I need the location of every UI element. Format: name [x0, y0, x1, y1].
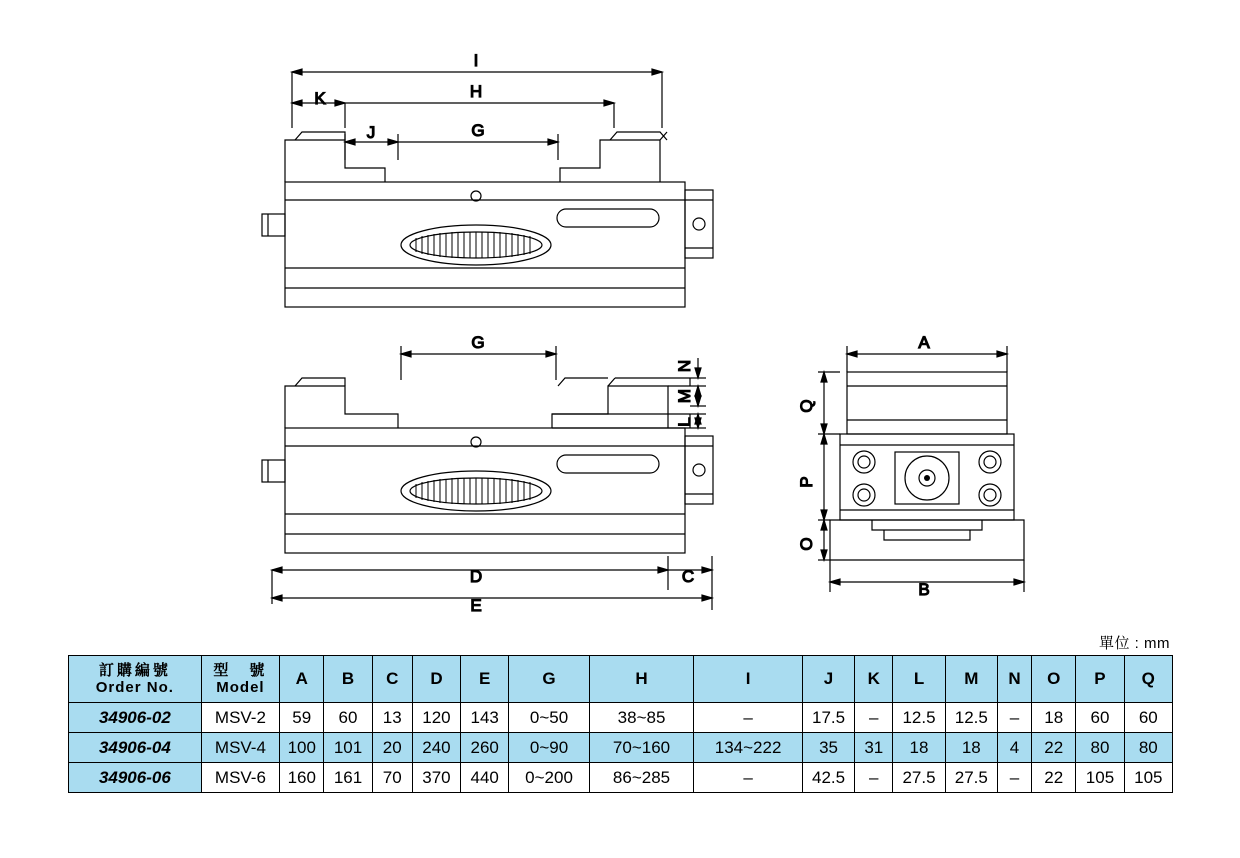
- cell-Q: 80: [1124, 733, 1172, 763]
- header-model: [201, 656, 279, 703]
- cell-J: 17.5: [802, 703, 854, 733]
- cell-order-no: 34906-04: [69, 733, 202, 763]
- cell-O: 22: [1032, 733, 1076, 763]
- header-col-P: P: [1076, 656, 1124, 703]
- dim-label-M: M: [675, 388, 694, 404]
- cell-I: –: [694, 763, 803, 793]
- cell-H: 70~160: [589, 733, 694, 763]
- cell-E: 143: [461, 703, 509, 733]
- header-col-L: L: [893, 656, 945, 703]
- dim-label-K: K: [314, 89, 326, 108]
- dim-label-I: I: [473, 51, 479, 70]
- header-col-B: B: [324, 656, 372, 703]
- dim-label-H: H: [469, 82, 483, 101]
- cell-D: 370: [412, 763, 460, 793]
- header-model-cn: 型 號: [213, 661, 268, 679]
- table-row: [69, 763, 1173, 793]
- cell-M: 18: [945, 733, 997, 763]
- end-view-drawing: [797, 333, 1024, 599]
- cell-L: 12.5: [893, 703, 945, 733]
- cell-G: 0~90: [509, 733, 589, 763]
- header-col-K: K: [855, 656, 893, 703]
- cell-P: 105: [1076, 763, 1124, 793]
- side-view-drawing: [262, 333, 713, 615]
- header-model-en: Model: [216, 679, 265, 696]
- units-note: 單位 : mm: [1099, 635, 1170, 652]
- cell-D: 240: [412, 733, 460, 763]
- cell-B: 60: [324, 703, 372, 733]
- cell-H: 86~285: [589, 763, 694, 793]
- specification-table: [68, 655, 1173, 793]
- top-view-drawing: [262, 51, 713, 307]
- cell-M: 12.5: [945, 703, 997, 733]
- header-col-C: C: [372, 656, 412, 703]
- cell-Q: 105: [1124, 763, 1172, 793]
- header-order-no-en: Order No.: [95, 679, 174, 696]
- cell-B: 101: [324, 733, 372, 763]
- dim-label-P: P: [797, 476, 816, 488]
- cell-C: 13: [372, 703, 412, 733]
- cell-order-no: 34906-02: [69, 703, 202, 733]
- cell-P: 80: [1076, 733, 1124, 763]
- header-col-J: J: [802, 656, 854, 703]
- cell-N: –: [997, 703, 1031, 733]
- cell-model: MSV-2: [201, 703, 279, 733]
- cell-H: 38~85: [589, 703, 694, 733]
- cell-J: 42.5: [802, 763, 854, 793]
- cell-order-no: 34906-06: [69, 763, 202, 793]
- cell-L: 18: [893, 733, 945, 763]
- header-col-H: H: [589, 656, 694, 703]
- dim-label-O: O: [797, 537, 816, 551]
- dim-label-J: J: [366, 123, 376, 142]
- cell-O: 22: [1032, 763, 1076, 793]
- header-col-A: A: [280, 656, 324, 703]
- cell-J: 35: [802, 733, 854, 763]
- dim-label-N: N: [675, 359, 694, 373]
- cell-E: 440: [461, 763, 509, 793]
- header-col-G: G: [509, 656, 589, 703]
- header-col-D: D: [412, 656, 460, 703]
- cell-K: 31: [855, 733, 893, 763]
- header-col-M: M: [945, 656, 997, 703]
- dim-label-D: D: [469, 567, 483, 586]
- cell-C: 20: [372, 733, 412, 763]
- header-order-no: [69, 656, 202, 703]
- cell-L: 27.5: [893, 763, 945, 793]
- dim-label-E: E: [470, 596, 482, 615]
- cell-C: 70: [372, 763, 412, 793]
- cell-model: MSV-4: [201, 733, 279, 763]
- cell-Q: 60: [1124, 703, 1172, 733]
- table-row: [69, 703, 1173, 733]
- dim-label-G-top: G: [471, 121, 485, 140]
- cell-N: 4: [997, 733, 1031, 763]
- dim-label-B: B: [918, 580, 930, 599]
- cell-K: –: [855, 703, 893, 733]
- cell-O: 18: [1032, 703, 1076, 733]
- dim-label-Q: Q: [797, 399, 816, 413]
- cell-N: –: [997, 763, 1031, 793]
- cell-B: 161: [324, 763, 372, 793]
- cell-G: 0~50: [509, 703, 589, 733]
- cell-model: MSV-6: [201, 763, 279, 793]
- header-col-O: O: [1032, 656, 1076, 703]
- cell-I: 134~222: [694, 733, 803, 763]
- cell-A: 100: [280, 733, 324, 763]
- dim-label-A: A: [918, 333, 930, 352]
- dim-label-L: L: [675, 417, 694, 427]
- header-order-no-cn: 訂購編號: [98, 661, 171, 679]
- header-col-I: I: [694, 656, 803, 703]
- header-col-Q: Q: [1124, 656, 1172, 703]
- dim-label-C: C: [681, 567, 695, 586]
- table-row: [69, 733, 1173, 763]
- cell-M: 27.5: [945, 763, 997, 793]
- cell-I: –: [694, 703, 803, 733]
- cell-A: 59: [280, 703, 324, 733]
- cell-P: 60: [1076, 703, 1124, 733]
- cell-E: 260: [461, 733, 509, 763]
- table-header-row: [69, 656, 1173, 703]
- cell-A: 160: [280, 763, 324, 793]
- cell-G: 0~200: [509, 763, 589, 793]
- header-col-N: N: [997, 656, 1031, 703]
- header-col-E: E: [461, 656, 509, 703]
- dim-label-G-side: G: [471, 333, 485, 352]
- cell-D: 120: [412, 703, 460, 733]
- cell-K: –: [855, 763, 893, 793]
